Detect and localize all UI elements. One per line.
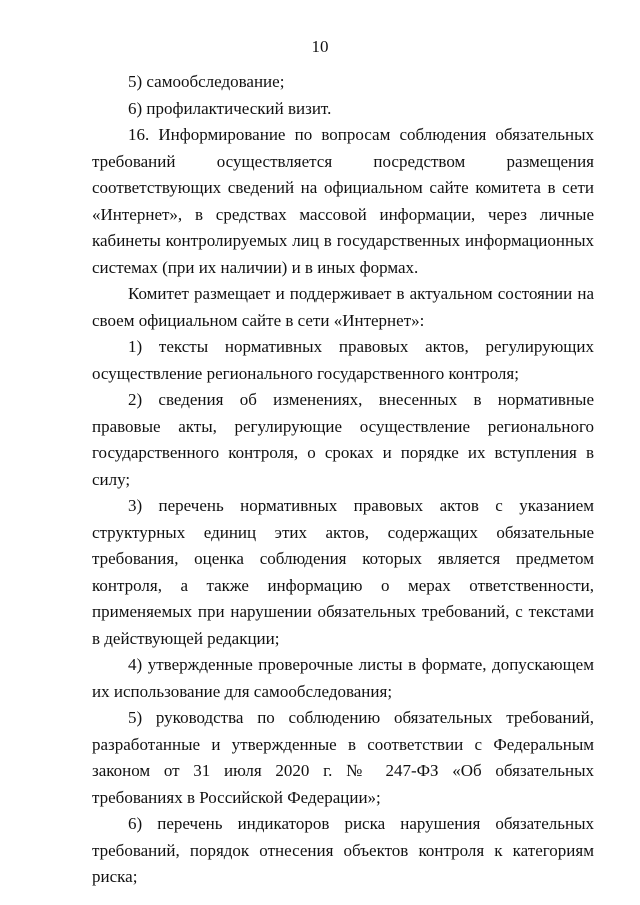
paragraph-self-inspection: 5) самообследование; (128, 72, 285, 91)
list-item-changes-info: 2) сведения об изменениях, внесенных в нормативные правовые акты, регулирующие осуществление регионального государственного контроля, о сроках и порядке их вступления в силу; (92, 390, 594, 489)
list-item-guidelines: 5) руководства по соблюдению обязательных требований, разработанные и утвержденные в соответствии с Федеральным законом от 31 июля 2020 г. № 247-ФЗ «Об обязательных требованиях в Российской Федерации»; (92, 708, 594, 807)
page-number: 10 (311, 37, 329, 56)
document-body (92, 69, 594, 891)
list-item-checklists: 4) утвержденные проверочные листы в формате, допускающем их использование для самообследования; (92, 655, 594, 701)
paragraph-preventive-visit: 6) профилактический визит. (128, 98, 332, 118)
paragraph-informing: 16. Информирование по вопросам соблюдения обязательных требований осуществляется посредством размещения соответствующих сведений на официальном сайте комитета в сети «Интернет», в средствах массовой информации, через личные кабинеты контролируемых лиц в государственных информационных системах (при их наличии) и в иных формах. (92, 125, 594, 277)
list-item-acts-list: 3) перечень нормативных правовых актов с указанием структурных единиц этих актов, содержащих обязательные требования, оценка соблюдения которых является предметом контроля, а также информацию о мерах ответственности, применяемых при нарушении обязательных требований, с текстами в действующей редакции; (92, 496, 594, 648)
list-item-legal-acts: 1) тексты нормативных правовых актов, регулирующих осуществление регионального государственного контроля; (92, 337, 594, 383)
list-item-risk-indicators: 6) перечень индикаторов риска нарушения обязательных требований, порядок отнесения объектов контроля к категориям риска; (92, 814, 594, 886)
paragraph-committee-publishes: Комитет размещает и поддерживает в актуальном состоянии на своем официальном сайте в сети «Интернет»: (92, 284, 594, 330)
